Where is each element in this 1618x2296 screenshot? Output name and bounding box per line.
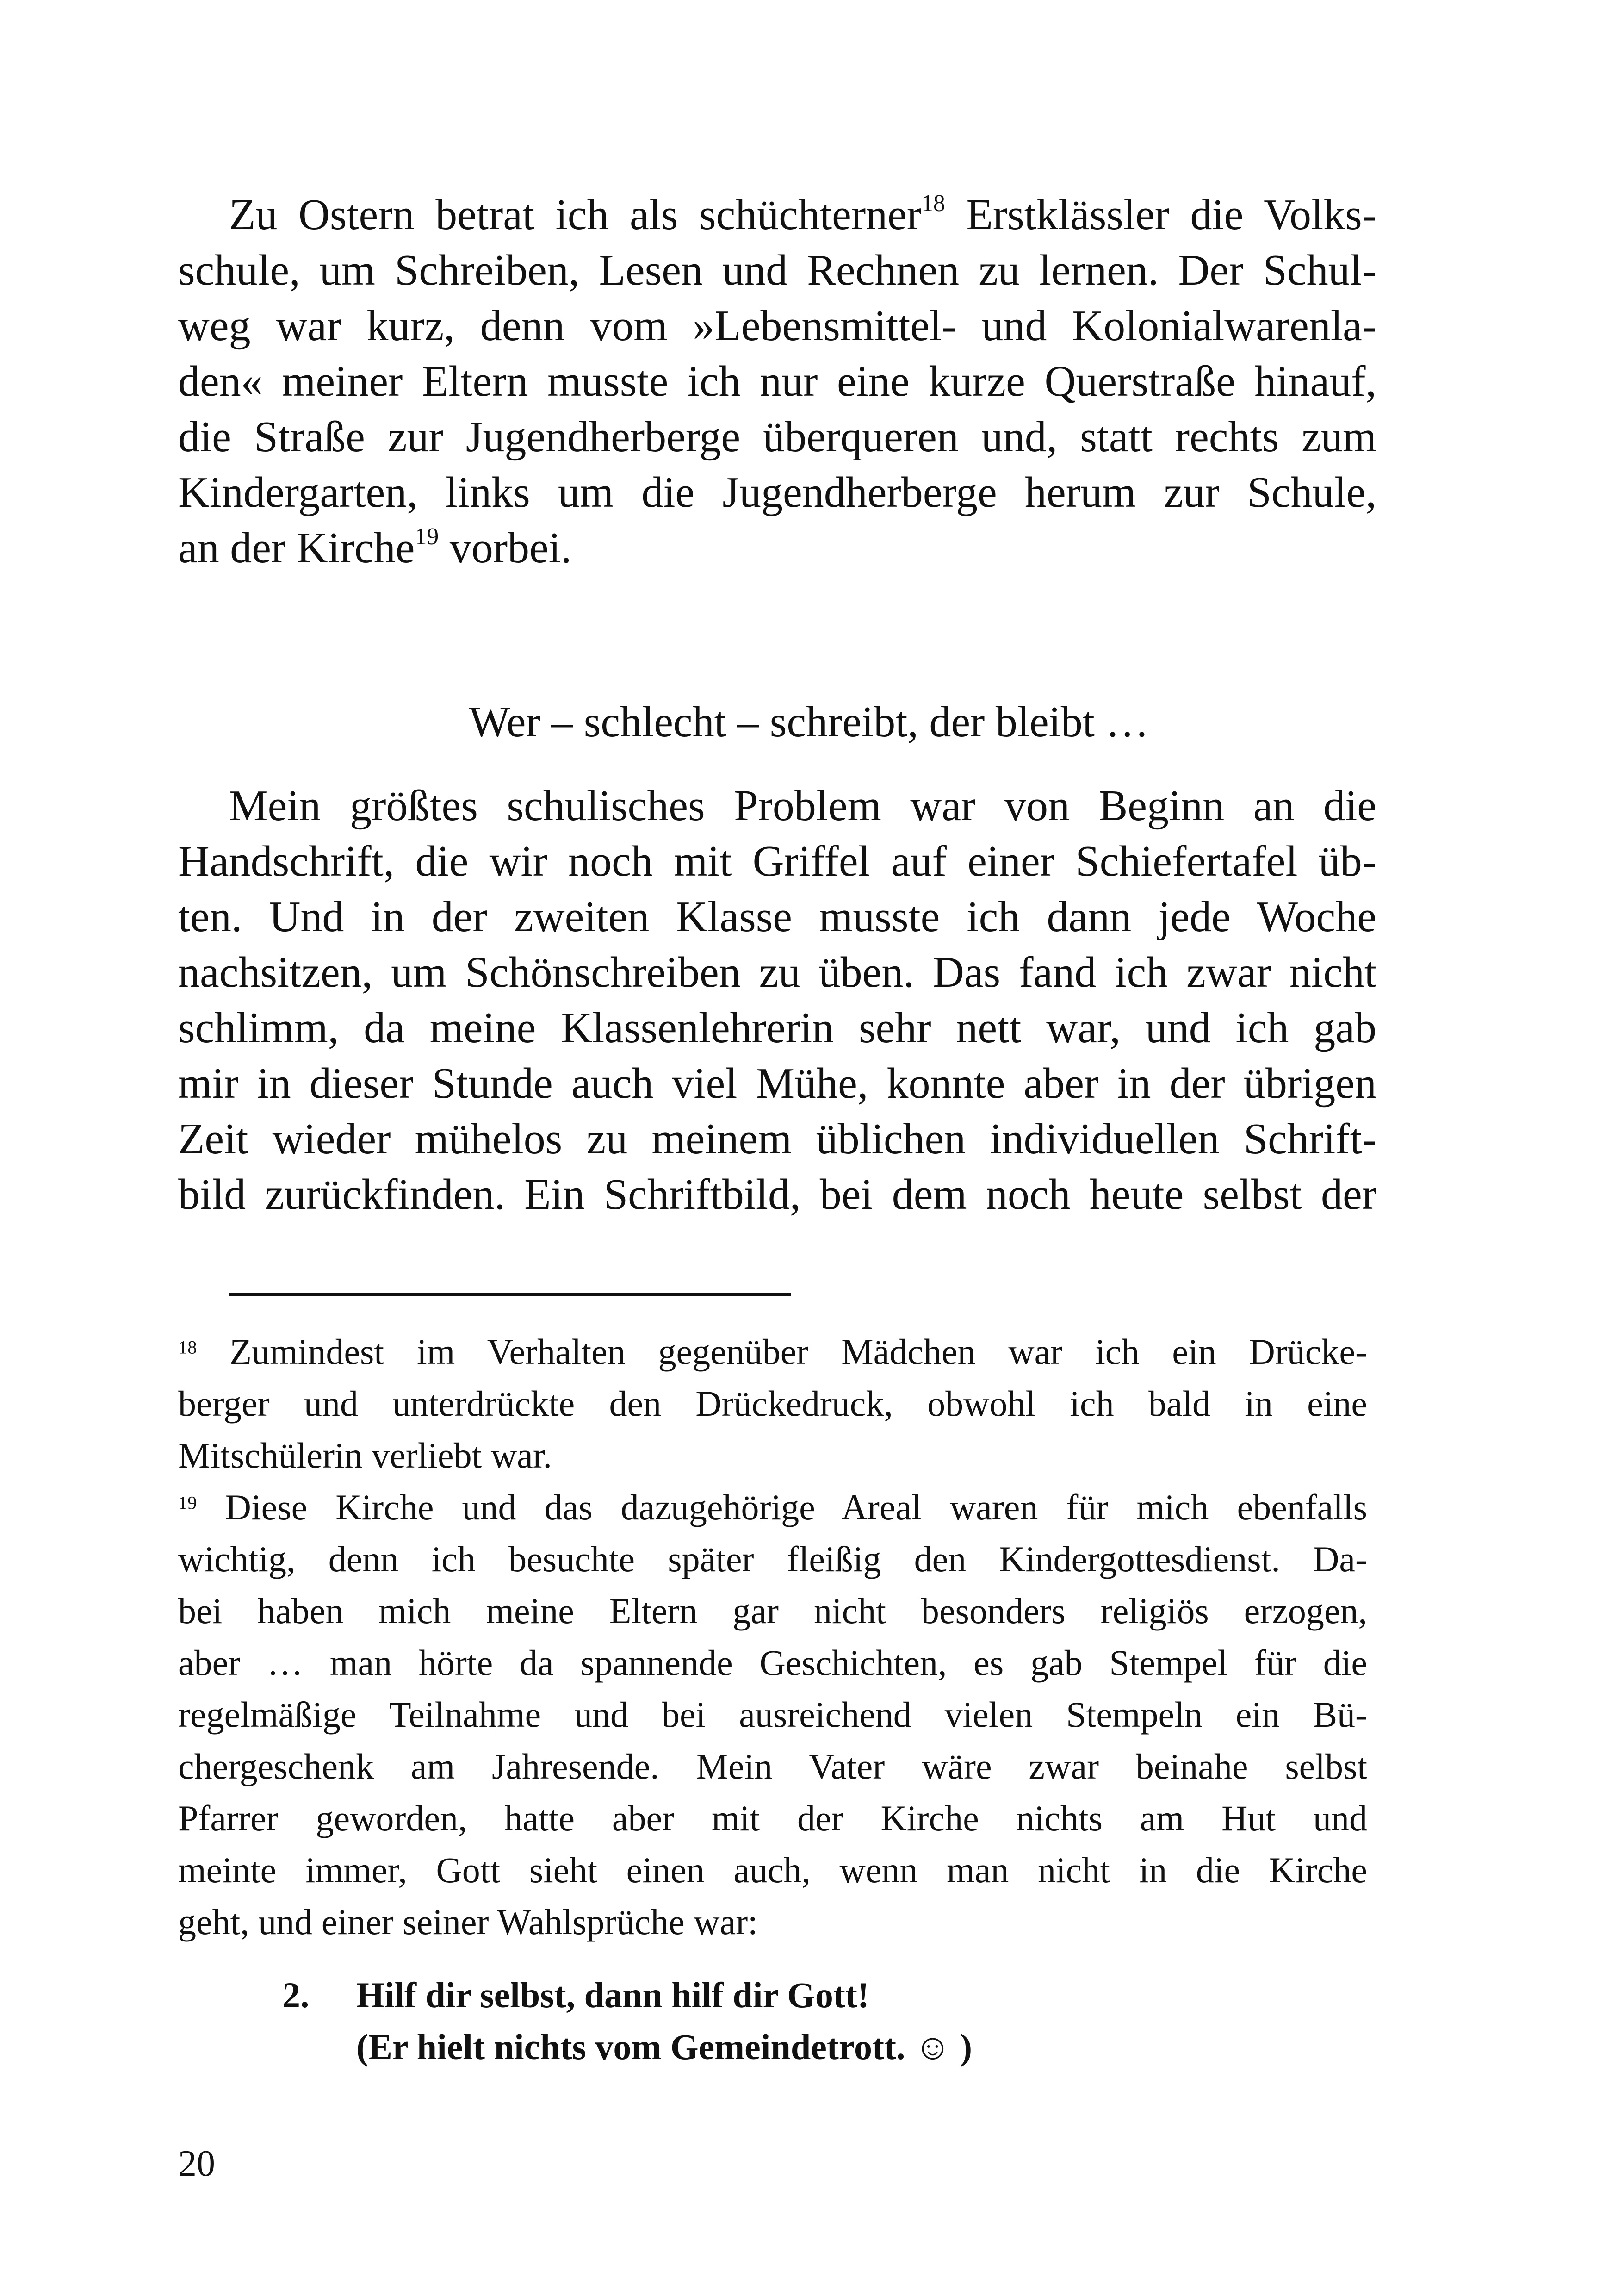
footnote-19-line: wichtig, denn ich besuchte später fleißig den Kindergottesdienst. Da- <box>178 1539 1367 1579</box>
paragraph-line: Mein größtes schulisches Problem war von Beginn an die <box>229 782 1376 830</box>
footnote-18-line: $^{18}$ Zumindest im Verhalten gegenüber Mädchen war ich ein Drücke- <box>178 1332 1367 1372</box>
footnote-19-line: bei haben mich meine Eltern gar nicht besonders religiös erzogen, <box>178 1591 1367 1631</box>
footnotes <box>178 1326 1367 1948</box>
paragraph-line: Handschrift, die wir noch mit Griffel auf einer Schiefertafel üb- <box>178 837 1376 885</box>
footnote-mark-18: 18 <box>178 1337 197 1358</box>
paragraph-line: mir in dieser Stunde auch viel Mühe, konnte aber in der übrigen <box>178 1059 1376 1108</box>
paragraph-line: weg war kurz, denn vom »Lebensmittel- und Kolonialwarenla- <box>178 302 1376 350</box>
motto-number: 2. <box>282 1975 310 2015</box>
paragraph-line: schule, um Schreiben, Lesen und Rechnen zu lernen. Der Schul- <box>178 246 1376 294</box>
footnote-separator <box>229 1293 791 1296</box>
footnote-18-line: Mitschülerin verliebt war. <box>178 1435 552 1475</box>
footnote-18-line: berger und unterdrückte den Drückedruck, obwohl ich bald in eine <box>178 1383 1367 1424</box>
footnote-ref-19[interactable]: 19 <box>415 523 439 550</box>
page-number: 20 <box>178 2143 215 2184</box>
paragraph-1 <box>178 187 1376 576</box>
paragraph-line: schlimm, da meine Klassenlehrerin sehr nett war, und ich gab <box>178 1004 1376 1052</box>
paragraph-line: den« meiner Eltern musste ich nur eine kurze Querstraße hinauf, <box>178 357 1376 405</box>
footnote-19-line: regelmäßige Teilnahme und bei ausreichend vielen Stempeln ein Bü- <box>178 1694 1367 1735</box>
paragraph-line: die Straße zur Jugendherberge überqueren und, statt rechts zum <box>178 413 1376 461</box>
footnote-19-line: aber … man hörte da spannende Geschichten, es gab Stempel für die <box>178 1643 1367 1683</box>
paragraph-line: ten. Und in der zweiten Klasse musste ich dann jede Woche <box>178 893 1376 941</box>
paragraph-line: bild zurückfinden. Ein Schriftbild, bei dem noch heute selbst der <box>178 1170 1376 1219</box>
paragraph-line: nachsitzen, um Schönschreiben zu üben. Das fand ich zwar nicht <box>178 948 1376 996</box>
paragraph-line: Kindergarten, links um die Jugendherberge herum zur Schule, <box>178 468 1376 516</box>
paragraph-line: an der Kirche$^{19}$ vorbei. <box>178 523 572 572</box>
footnote-19-line: chergeschenk am Jahresende. Mein Vater wäre zwar beinahe selbst <box>178 1746 1367 1786</box>
footnote-19-line: geht, und einer seiner Wahlsprüche war: <box>178 1902 758 1942</box>
paragraph-2 <box>178 778 1376 1222</box>
footnote-19-line: meinte immer, Gott sieht einen auch, wenn man nicht in die Kirche <box>178 1850 1367 1890</box>
motto-line-1: 2. Hilf dir selbst, dann hilf dir Gott! <box>282 1969 972 2021</box>
footnote-ref-18[interactable]: 18 <box>921 190 945 217</box>
footnote-19-line: $^{19}$ Diese Kirche und das dazugehörige Areal waren für mich ebenfalls <box>178 1487 1367 1527</box>
footnote-mark-19: 19 <box>178 1492 197 1513</box>
paragraph-line: Zu Ostern betrat ich als schüchterner$^{18}$ Erstklässler die Volks- <box>229 190 1377 239</box>
motto-quote <box>282 1969 972 2073</box>
paragraph-line: Zeit wieder mühelos zu meinem üblichen individuellen Schrift- <box>178 1115 1376 1163</box>
footnote-19-line: Pfarrer geworden, hatte aber mit der Kirche nichts am Hut und <box>178 1798 1367 1838</box>
motto-line-2: (Er hielt nichts vom Gemeindetrott. ☺ ) <box>356 2027 973 2067</box>
section-heading: Wer – schlecht – schreibt, der bleibt … <box>469 698 1149 746</box>
